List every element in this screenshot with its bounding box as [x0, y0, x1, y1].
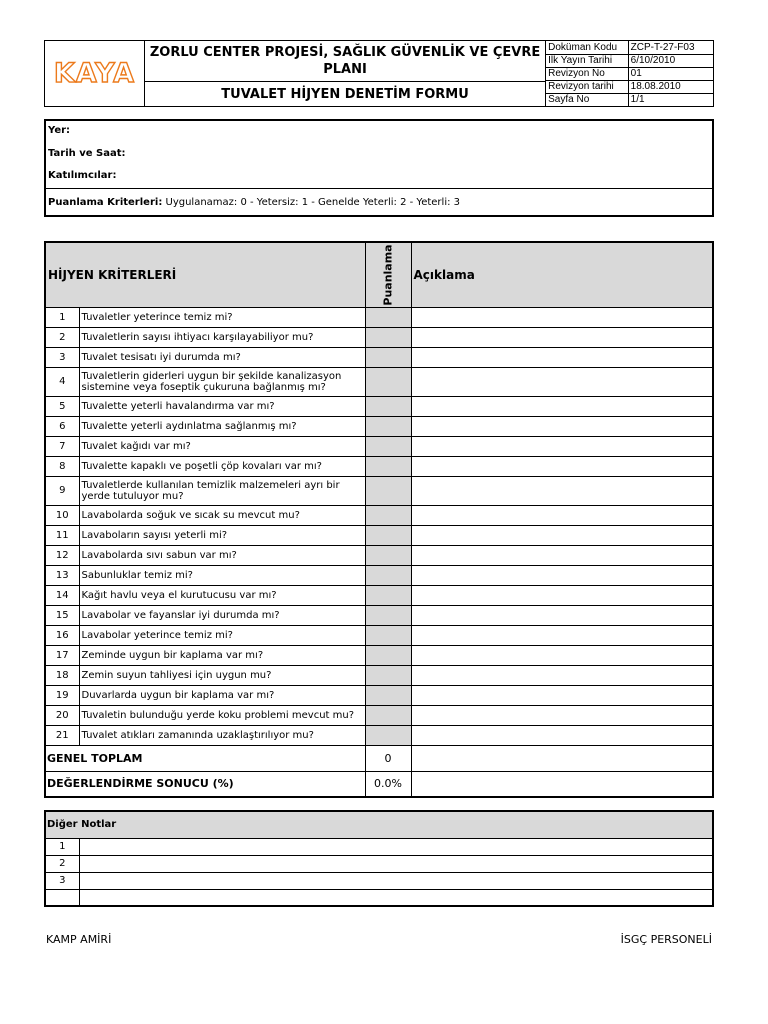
- note-cell[interactable]: [411, 327, 713, 347]
- meta-label: Revizyon No: [546, 67, 628, 80]
- row-number: 8: [45, 456, 79, 476]
- note-text-cell[interactable]: [79, 838, 713, 855]
- meta-value: 1/1: [628, 93, 713, 106]
- company-logo: [45, 41, 145, 107]
- criterion-text: Tuvalet tesisatı iyi durumda mı?: [79, 347, 365, 367]
- note-cell[interactable]: [411, 347, 713, 367]
- note-cell[interactable]: [411, 545, 713, 565]
- note-cell[interactable]: [411, 456, 713, 476]
- criterion-text: Tuvaletin bulunduğu yerde koku problemi mevcut mu?: [79, 705, 365, 725]
- row-number: 18: [45, 665, 79, 685]
- meta-value: 18.08.2010: [628, 80, 713, 93]
- criteria-column-header: HİJYEN KRİTERLERİ: [45, 242, 365, 307]
- note-cell[interactable]: [411, 307, 713, 327]
- table-row: [45, 665, 713, 685]
- note-cell[interactable]: [411, 505, 713, 525]
- criterion-text: Sabunluklar temiz mi?: [79, 565, 365, 585]
- score-cell[interactable]: [365, 505, 411, 525]
- score-cell[interactable]: [365, 327, 411, 347]
- note-cell[interactable]: [411, 645, 713, 665]
- table-row: [45, 347, 713, 367]
- table-row: [45, 545, 713, 565]
- notes-title: Diğer Notlar: [45, 811, 713, 838]
- score-cell[interactable]: [365, 545, 411, 565]
- note-number: 1: [45, 838, 79, 855]
- table-row: [45, 307, 713, 327]
- participants-label: Katılımcılar:: [48, 170, 117, 181]
- note-cell[interactable]: [411, 585, 713, 605]
- table-row: [45, 605, 713, 625]
- total-row: [45, 745, 713, 771]
- table-row: [45, 505, 713, 525]
- list-item: [45, 855, 713, 872]
- score-cell[interactable]: [365, 307, 411, 327]
- note-cell[interactable]: [411, 367, 713, 396]
- meta-value: ZCP-T-27-F03: [628, 41, 713, 54]
- note-cell[interactable]: [411, 565, 713, 585]
- criterion-text: Lavabolarda soğuk ve sıcak su mevcut mu?: [79, 505, 365, 525]
- score-cell[interactable]: [365, 625, 411, 645]
- row-number: 10: [45, 505, 79, 525]
- table-row: [45, 565, 713, 585]
- table-row: [45, 645, 713, 665]
- note-cell[interactable]: [411, 605, 713, 625]
- table-row: [45, 396, 713, 416]
- criterion-text: Lavabolarda sıvı sabun var mı?: [79, 545, 365, 565]
- list-item: [45, 872, 713, 889]
- note-text-cell[interactable]: [79, 889, 713, 906]
- row-number: 3: [45, 347, 79, 367]
- list-item: [45, 838, 713, 855]
- meta-label: Doküman Kodu: [546, 41, 628, 54]
- criterion-text: Zemin suyun tahliyesi için uygun mu?: [79, 665, 365, 685]
- table-row: [45, 456, 713, 476]
- note-text-cell[interactable]: [79, 855, 713, 872]
- score-cell[interactable]: [365, 565, 411, 585]
- row-number: 13: [45, 565, 79, 585]
- document-meta: [546, 41, 714, 107]
- table-row: [45, 436, 713, 456]
- criterion-text: Tuvaletler yeterince temiz mi?: [79, 307, 365, 327]
- table-header-row: [45, 242, 713, 307]
- result-value: 0.0%: [365, 771, 411, 797]
- place-label: Yer:: [48, 125, 71, 136]
- score-header-label: Puanlama: [381, 244, 395, 306]
- criterion-text: Tuvalet kağıdı var mı?: [79, 436, 365, 456]
- table-row: [45, 525, 713, 545]
- row-number: 12: [45, 545, 79, 565]
- table-row: [45, 705, 713, 725]
- note-column-header: Açıklama: [411, 242, 713, 307]
- criterion-text: Tuvaletlerin sayısı ihtiyacı karşılayabiliyor mu?: [79, 327, 365, 347]
- criterion-text: Lavaboların sayısı yeterli mi?: [79, 525, 365, 545]
- score-cell[interactable]: [365, 476, 411, 505]
- meta-label: Sayfa No: [546, 93, 628, 106]
- table-row: [45, 685, 713, 705]
- checklist-rows: [45, 307, 713, 745]
- table-row: [45, 585, 713, 605]
- note-number: 3: [45, 872, 79, 889]
- row-number: 15: [45, 605, 79, 625]
- meta-value: 01: [628, 67, 713, 80]
- other-notes-table: [44, 810, 714, 907]
- row-number: 6: [45, 416, 79, 436]
- score-cell[interactable]: [365, 416, 411, 436]
- row-number: 16: [45, 625, 79, 645]
- meta-label: İlk Yayın Tarihi: [546, 54, 628, 67]
- camp-manager-signature-label: KAMP AMİRİ: [46, 933, 112, 946]
- score-cell[interactable]: [365, 605, 411, 625]
- criteria-text: Uygulanamaz: 0 - Yetersiz: 1 - Genelde Yeterli: 2 - Yeterli: 3: [165, 197, 461, 208]
- score-cell[interactable]: [365, 347, 411, 367]
- score-cell[interactable]: [365, 456, 411, 476]
- hygiene-checklist-table: [44, 241, 714, 798]
- list-item: [45, 889, 713, 906]
- row-number: 2: [45, 327, 79, 347]
- table-row: [45, 327, 713, 347]
- score-cell[interactable]: [365, 436, 411, 456]
- note-cell[interactable]: [411, 685, 713, 705]
- row-number: 1: [45, 307, 79, 327]
- result-label: DEĞERLENDİRME SONUCU (%): [45, 771, 365, 797]
- note-cell[interactable]: [411, 665, 713, 685]
- total-label: GENEL TOPLAM: [45, 745, 365, 771]
- criterion-text: Lavabolar ve fayanslar iyi durumda mı?: [79, 605, 365, 625]
- score-cell[interactable]: [365, 725, 411, 745]
- row-number: 17: [45, 645, 79, 665]
- row-number: 20: [45, 705, 79, 725]
- score-cell[interactable]: [365, 665, 411, 685]
- note-cell[interactable]: [411, 476, 713, 505]
- criterion-text: Tuvaletlerin giderleri uygun bir şekilde kanalizasyon sistemine veya foseptik çukuruna bağlanmış mı?: [79, 367, 365, 396]
- criteria-label: Puanlama Kriterleri:: [48, 197, 163, 208]
- criterion-text: Tuvalette kapaklı ve poşetli çöp kovaları var mı?: [79, 456, 365, 476]
- note-text-cell[interactable]: [79, 872, 713, 889]
- meta-label: Revizyon tarihi: [546, 80, 628, 93]
- table-row: [45, 625, 713, 645]
- row-number: 11: [45, 525, 79, 545]
- criterion-text: Lavabolar yeterince temiz mi?: [79, 625, 365, 645]
- criterion-text: Tuvaletlerde kullanılan temizlik malzemeleri ayrı bir yerde tutuluyor mu?: [79, 476, 365, 505]
- score-cell[interactable]: [365, 645, 411, 665]
- score-column-header: [365, 242, 411, 307]
- score-cell[interactable]: [365, 585, 411, 605]
- row-number: 21: [45, 725, 79, 745]
- row-number: 14: [45, 585, 79, 605]
- criterion-text: Duvarlarda uygun bir kaplama var mı?: [79, 685, 365, 705]
- form-title: TUVALET HİJYEN DENETİM FORMU: [144, 82, 545, 107]
- criterion-text: Tuvalette yeterli aydınlatma sağlanmış mı?: [79, 416, 365, 436]
- result-note-cell[interactable]: [411, 771, 713, 797]
- notes-header-row: [45, 811, 713, 838]
- meta-value: 6/10/2010: [628, 54, 713, 67]
- criterion-text: Tuvalette yeterli havalandırma var mı?: [79, 396, 365, 416]
- logo-text: KAYA: [53, 58, 136, 89]
- scoring-criteria: [46, 188, 712, 218]
- score-cell[interactable]: [365, 367, 411, 396]
- note-number: [45, 889, 79, 906]
- table-row: [45, 416, 713, 436]
- row-number: 4: [45, 367, 79, 396]
- note-cell[interactable]: [411, 416, 713, 436]
- note-cell[interactable]: [411, 705, 713, 725]
- total-note-cell[interactable]: [411, 745, 713, 771]
- project-title: ZORLU CENTER PROJESİ, SAĞLIK GÜVENLİK VE ÇEVRE PLANI: [144, 41, 545, 82]
- datetime-label: Tarih ve Saat:: [48, 148, 126, 159]
- score-cell[interactable]: [365, 685, 411, 705]
- inspection-info-box: [44, 119, 714, 217]
- note-cell[interactable]: [411, 725, 713, 745]
- criterion-text: Zeminde uygun bir kaplama var mı?: [79, 645, 365, 665]
- note-number: 2: [45, 855, 79, 872]
- note-cell[interactable]: [411, 525, 713, 545]
- score-cell[interactable]: [365, 705, 411, 725]
- note-cell[interactable]: [411, 625, 713, 645]
- row-number: 5: [45, 396, 79, 416]
- total-value: 0: [365, 745, 411, 771]
- result-row: [45, 771, 713, 797]
- row-number: 9: [45, 476, 79, 505]
- document-header: [44, 40, 714, 107]
- hse-personnel-signature-label: İSGÇ PERSONELİ: [620, 933, 712, 946]
- table-row: [45, 367, 713, 396]
- score-cell[interactable]: [365, 396, 411, 416]
- criterion-text: Tuvalet atıkları zamanında uzaklaştırılıyor mu?: [79, 725, 365, 745]
- note-cell[interactable]: [411, 396, 713, 416]
- table-row: [45, 476, 713, 505]
- notes-rows: [45, 838, 713, 906]
- table-row: [45, 725, 713, 745]
- criterion-text: Kağıt havlu veya el kurutucusu var mı?: [79, 585, 365, 605]
- note-cell[interactable]: [411, 436, 713, 456]
- score-cell[interactable]: [365, 525, 411, 545]
- row-number: 19: [45, 685, 79, 705]
- row-number: 7: [45, 436, 79, 456]
